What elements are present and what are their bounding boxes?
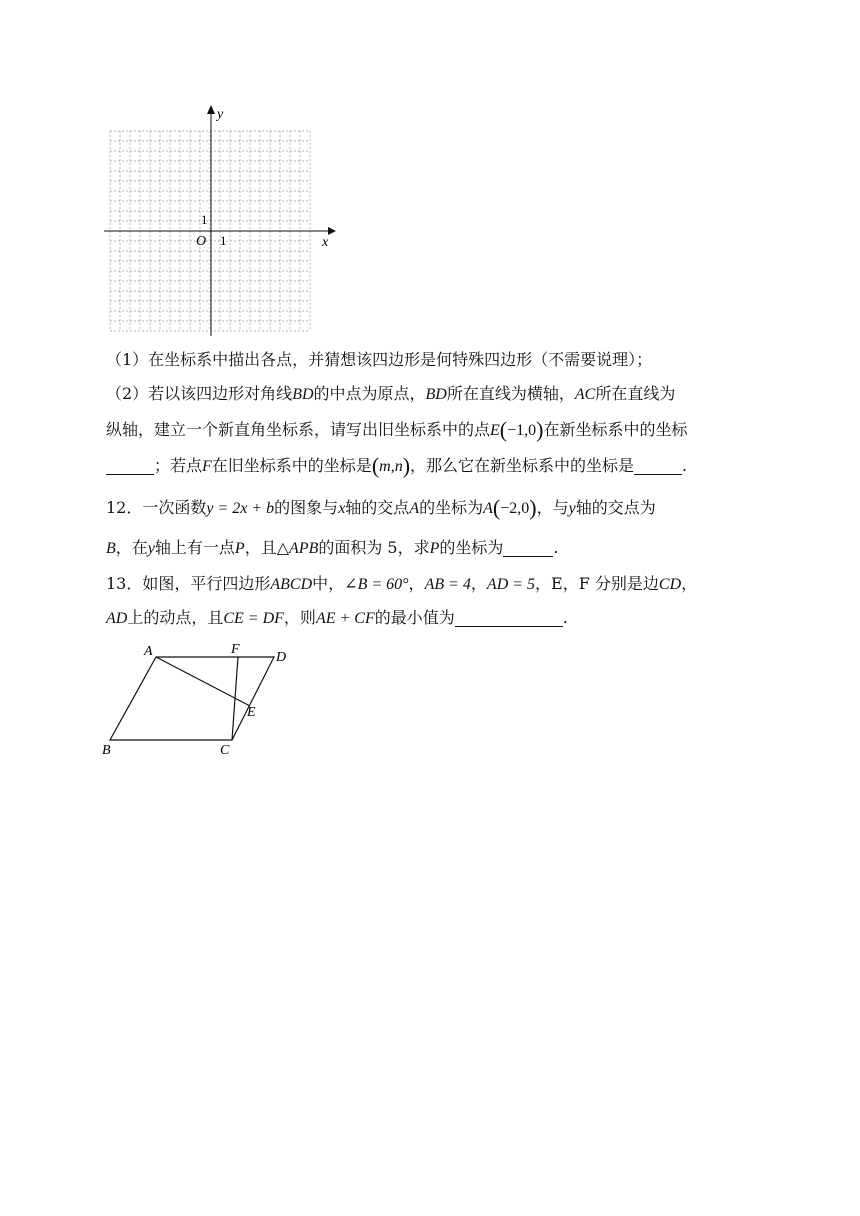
answer-blank[interactable]: [106, 456, 154, 475]
text: ，且△: [244, 538, 290, 557]
text: 的坐标为: [439, 538, 504, 557]
origin-label: O: [196, 234, 207, 249]
math: A: [409, 500, 420, 517]
q11-part1-text: （1）在坐标系中描出各点，并猜想该四边形是何特殊四边形（不需要说理）；: [106, 350, 653, 369]
math: AB = 4: [424, 576, 471, 593]
math: AD: [106, 610, 128, 627]
text: 13．如图，平行四边形: [106, 574, 271, 593]
label-f: F: [231, 642, 240, 657]
answer-blank[interactable]: [503, 538, 553, 557]
label-a: A: [144, 644, 153, 659]
text: 12．一次函数: [106, 498, 207, 517]
y-unit-label: 1: [201, 212, 208, 227]
math: AE + CF: [315, 610, 375, 627]
parallelogram-abcd: [110, 657, 274, 740]
math: x: [338, 500, 346, 517]
segment-cf: [232, 657, 238, 740]
math: AD = 5: [486, 576, 536, 593]
text: 在新坐标系中的坐标: [543, 420, 688, 439]
label-b: B: [102, 743, 111, 758]
text: ，与: [536, 498, 569, 517]
y-axis-label: y: [217, 107, 224, 122]
x-unit-label: 1: [220, 233, 227, 248]
math: −1,0: [507, 422, 537, 439]
text: 上的动点，且: [127, 608, 224, 627]
math: y = 2x + b: [206, 500, 275, 517]
answer-blank[interactable]: [634, 456, 682, 475]
text: 在旧坐标系中的坐标是: [211, 456, 372, 475]
q13-line1: [106, 572, 697, 597]
text: 的坐标为: [419, 498, 484, 517]
math: y: [568, 500, 576, 517]
math: ABCD: [270, 576, 313, 593]
text: .: [682, 456, 688, 475]
math: F: [202, 458, 212, 475]
paren: ): [536, 417, 544, 442]
label-d: D: [276, 650, 287, 665]
text: 的最小值为: [374, 608, 455, 627]
math: ∠B = 60°: [344, 576, 409, 593]
text: 轴上有一点: [154, 538, 235, 557]
text: 中，: [312, 574, 345, 593]
text: ，那么它在新坐标系中的坐标是: [410, 456, 635, 475]
text: 轴的交点: [345, 498, 410, 517]
x-axis-label: x: [322, 235, 329, 250]
math: P: [429, 540, 440, 557]
math: E: [490, 422, 500, 439]
q11-part2-line1: [106, 382, 675, 407]
text: （2）若以该四边形对角线: [106, 384, 293, 403]
text: ，在: [115, 538, 148, 557]
answer-blank[interactable]: [455, 608, 563, 627]
text: 所在直线为: [595, 384, 676, 403]
math: m,n: [379, 458, 403, 475]
q12-line2: [106, 536, 559, 561]
text: .: [553, 538, 559, 557]
text: ，: [470, 574, 487, 593]
math: AC: [574, 386, 596, 403]
math: A: [483, 500, 493, 517]
math: BD: [425, 386, 447, 403]
text: ，: [681, 574, 698, 593]
math: CE = DF: [223, 610, 284, 627]
paren: ): [529, 495, 537, 520]
math: BD: [292, 386, 314, 403]
q12-line1: [106, 496, 656, 521]
text: 的中点为原点，: [313, 384, 426, 403]
text: ；若点: [154, 456, 203, 475]
math: y: [147, 540, 155, 557]
parallelogram-figure: [98, 638, 308, 760]
text: 纵轴，建立一个新直角坐标系，请写出旧坐标系中的点: [106, 420, 491, 439]
text: ，则: [283, 608, 316, 627]
paren: (: [499, 417, 508, 442]
q13-line2: [106, 606, 568, 631]
math: −2,0: [500, 500, 530, 517]
q11-part1: [106, 348, 652, 372]
paren: (: [492, 495, 501, 520]
text: ，E，F 分别是边: [535, 574, 659, 593]
label-c: C: [220, 743, 230, 758]
math: APB: [289, 540, 319, 557]
math: B: [106, 540, 116, 557]
paren: ): [402, 453, 411, 478]
text: .: [562, 608, 568, 627]
label-e: E: [247, 705, 256, 720]
q11-part2-line2: [106, 418, 688, 443]
math: CD: [658, 576, 682, 593]
q11-part2-line3: [106, 454, 687, 479]
text: 轴的交点为: [575, 498, 656, 517]
text: 所在直线为横轴，: [446, 384, 575, 403]
coordinate-grid-figure: [100, 100, 340, 340]
x-axis-arrow-icon: [328, 227, 336, 235]
y-axis-arrow-icon: [207, 105, 215, 114]
math: P: [234, 540, 245, 557]
text: ，: [408, 574, 425, 593]
paren: (: [371, 453, 380, 478]
text: 的面积为 5，求: [318, 538, 430, 557]
text: 的图象与: [274, 498, 339, 517]
